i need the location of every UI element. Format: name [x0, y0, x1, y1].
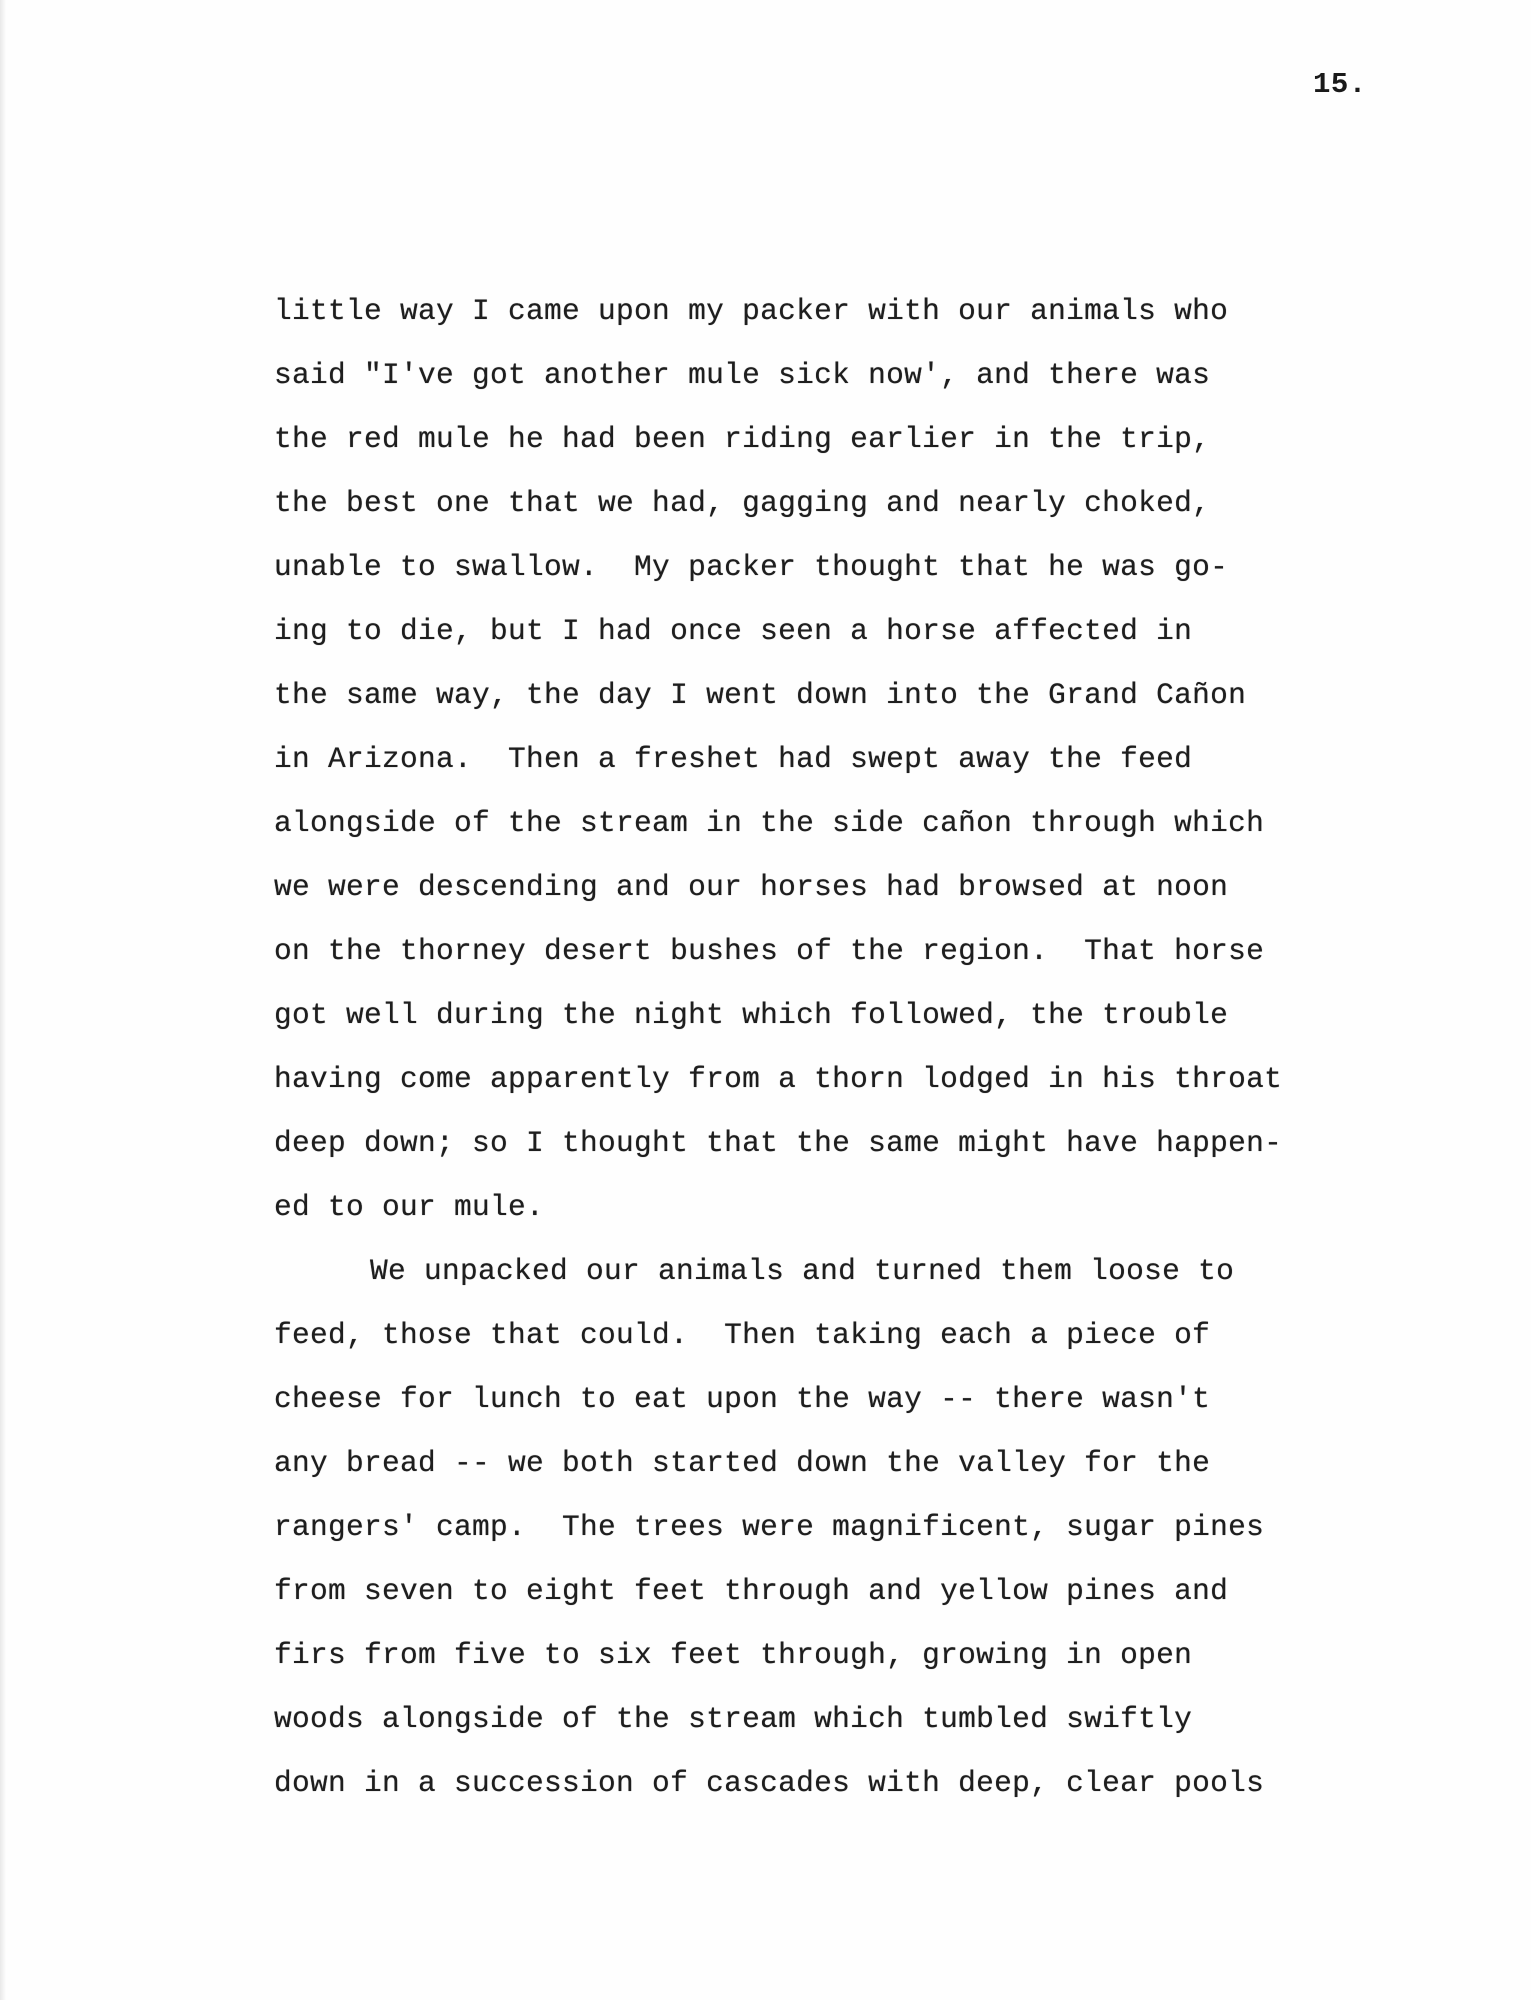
text-line: feed, those that could. Then taking each a piece of — [274, 1318, 1211, 1352]
paragraph-start-line: We unpacked our animals and turned them loose to — [370, 1254, 1235, 1288]
text-line: deep down; so I thought that the same might have happen- — [274, 1126, 1283, 1160]
text-line: having come apparently from a thorn lodged in his throat — [274, 1062, 1283, 1096]
text-line: got well during the night which followed, the trouble — [274, 998, 1229, 1032]
text-line: the same way, the day I went down into the Grand Cañon — [274, 678, 1247, 712]
text-line: alongside of the stream in the side cañon through which — [274, 806, 1265, 840]
text-line: cheese for lunch to eat upon the way -- there wasn't — [274, 1382, 1211, 1416]
text-line: firs from five to six feet through, growing in open — [274, 1638, 1193, 1672]
text-line: woods alongside of the stream which tumbled swiftly — [274, 1702, 1193, 1736]
text-line: rangers' camp. The trees were magnificent, sugar pines — [274, 1510, 1265, 1544]
text-line: little way I came upon my packer with our animals who — [274, 294, 1229, 328]
text-line: from seven to eight feet through and yellow pines and — [274, 1574, 1229, 1608]
text-line: down in a succession of cascades with deep, clear pools — [274, 1766, 1265, 1800]
page-number: 15. — [1313, 68, 1367, 101]
page-edge-shadow — [0, 0, 6, 2000]
text-line: the red mule he had been riding earlier in the trip, — [274, 422, 1211, 456]
body-text — [274, 290, 1394, 1826]
text-line: ing to die, but I had once seen a horse affected in — [274, 614, 1193, 648]
text-line: said "I've got another mule sick now', and there was — [274, 358, 1211, 392]
text-line: in Arizona. Then a freshet had swept away the feed — [274, 742, 1193, 776]
text-line: we were descending and our horses had browsed at noon — [274, 870, 1229, 904]
text-line: unable to swallow. My packer thought that he was go- — [274, 550, 1229, 584]
text-line: ed to our mule. — [274, 1190, 545, 1224]
text-line: any bread -- we both started down the valley for the — [274, 1446, 1211, 1480]
text-line: the best one that we had, gagging and nearly choked, — [274, 486, 1211, 520]
text-line: on the thorney desert bushes of the region. That horse — [274, 934, 1265, 968]
